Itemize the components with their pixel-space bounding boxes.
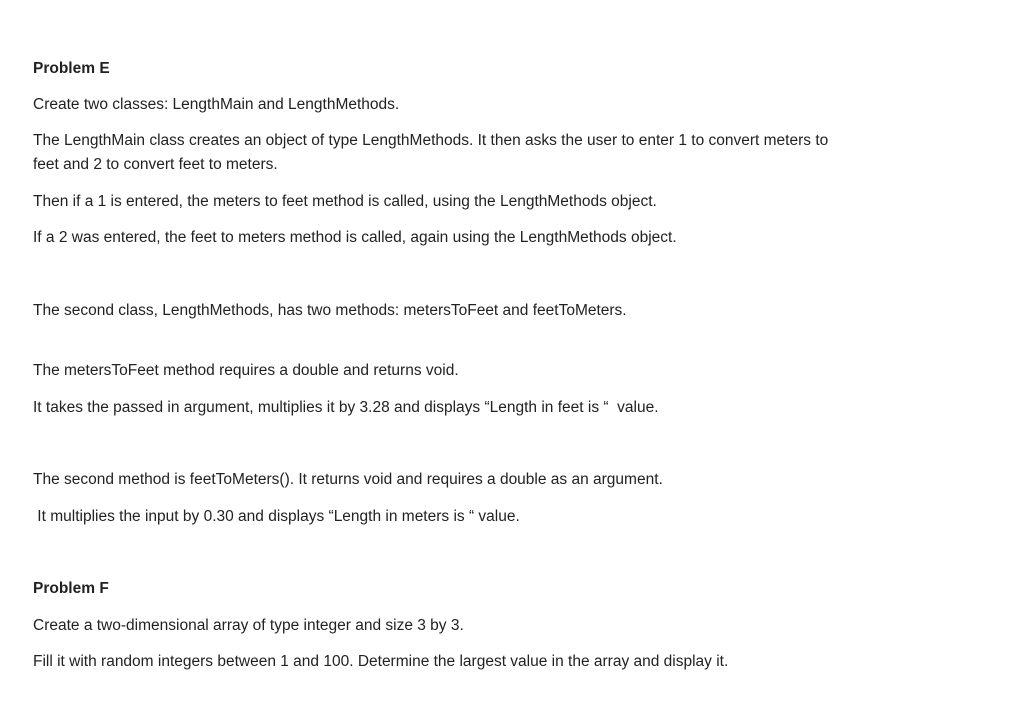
paragraph-meterstofeet-behavior: It takes the passed in argument, multiplies it by 3.28 and displays “Length in feet is “ value. — [33, 399, 659, 416]
paragraph-if-two: If a 2 was entered, the feet to meters method is called, again using the LengthMethods object. — [33, 229, 677, 246]
paragraph-feettometers-behavior: It multiplies the input by 0.30 and displays “Length in meters is “ value. — [33, 508, 520, 525]
paragraph-second-class: The second class, LengthMethods, has two methods: metersToFeet and feetToMeters. — [33, 302, 627, 319]
paragraph-meterstofeet-signature: The metersToFeet method requires a double and returns void. — [33, 362, 459, 379]
paragraph-create-classes: Create two classes: LengthMain and LengthMethods. — [33, 96, 400, 113]
problem-f-heading: Problem F — [33, 580, 109, 597]
paragraph-fill-array: Fill it with random integers between 1 and 100. Determine the largest value in the array and display it. — [33, 653, 729, 670]
paragraph-lengthmain-line2: feet and 2 to convert feet to meters. — [33, 156, 278, 173]
paragraph-create-array: Create a two-dimensional array of type integer and size 3 by 3. — [33, 617, 464, 634]
problem-e-heading: Problem E — [33, 60, 110, 77]
paragraph-feettometers-signature: The second method is feetToMeters(). It returns void and requires a double as an argument. — [33, 471, 663, 488]
paragraph-if-one: Then if a 1 is entered, the meters to feet method is called, using the LengthMethods object. — [33, 193, 657, 210]
paragraph-lengthmain-line1: The LengthMain class creates an object of type LengthMethods. It then asks the user to enter 1 to convert meters to — [33, 132, 829, 149]
